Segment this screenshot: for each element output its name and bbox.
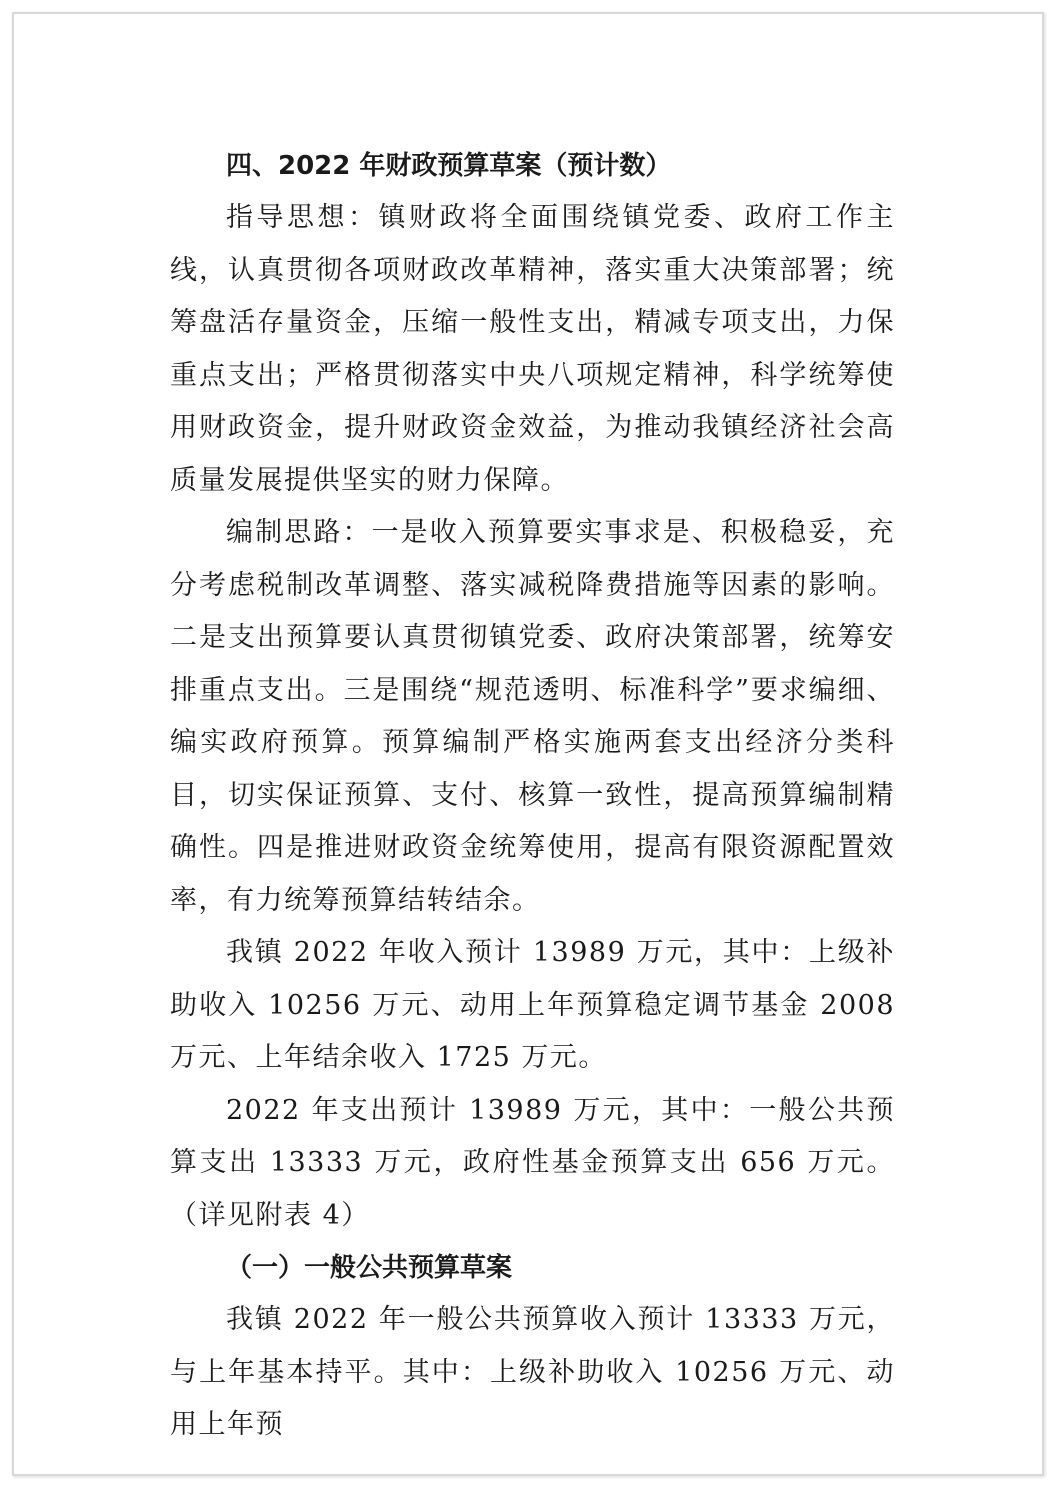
paragraph-expenditure-forecast: 2022 年支出预计 13989 万元，其中：一般公共预算支出 13333 万元，政府性基金预算支出 656 万元。（详见附表 4）: [170, 1094, 895, 1231]
document-body: [170, 140, 895, 1452]
paragraph-guiding-thought: 指导思想：镇财政将全面围绕镇党委、政府工作主线，认真贯彻各项财政改革精神，落实重大决策部署；统筹盘活存量资金，压缩一般性支出，精减专项支出，力保重点支出；严格贯彻落实中央八项规定精神，科学统筹使用财政资金，提升财政资金效益，为推动我镇经济社会高质量发展提供坚实的财力保障。: [170, 202, 895, 496]
paragraph-general-budget: 我镇 2022 年一般公共预算收入预计 13333 万元，与上年基本持平。其中：上级补助收入 10256 万元、动用上年预: [170, 1304, 895, 1440]
section-heading: 四、2022 年财政预算草案（预计数）: [226, 151, 672, 181]
subsection-heading: （一）一般公共预算草案: [226, 1253, 513, 1283]
paragraph-compilation-approach: 编制思路：一是收入预算要实事求是、积极稳妥，充分考虑税制改革调整、落实减税降费措施等因素的影响。二是支出预算要认真贯彻镇党委、政府决策部署，统筹安排重点支出。三是围绕“规范透明、标准科学”要求编细、编实政府预算。预算编制严格实施两套支出经济分类科目，切实保证预算、支付、核算一致性，提高预算编制精确性。四是推进财政资金统筹使用，提高有限资源配置效率，有力统筹预算结转结余。: [170, 517, 895, 916]
paragraph-revenue-forecast: 我镇 2022 年收入预计 13989 万元，其中：上级补助收入 10256 万元、动用上年预算稳定调节基金 2008 万元、上年结余收入 1725 万元。: [170, 937, 895, 1073]
